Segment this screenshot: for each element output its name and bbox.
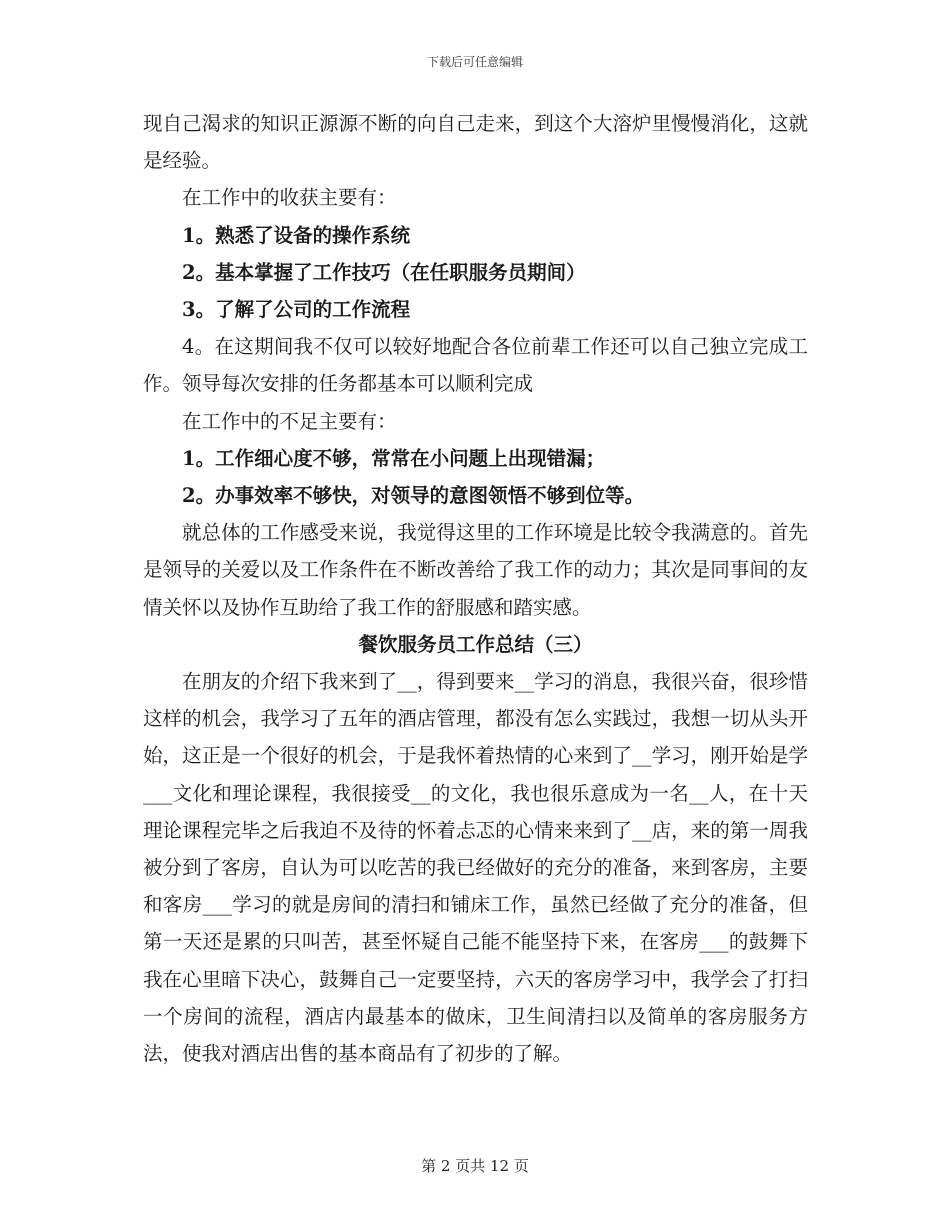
page-header: 下载后可任意编辑 (426, 55, 523, 69)
list-item: 3。了解了公司的工作流程 (182, 298, 411, 322)
list-item: 2。办事效率不够快，对领导的意图领悟不够到位等。 (182, 484, 645, 508)
paragraph: 在工作中的收获主要有： (182, 186, 397, 210)
list-item: 1。熟悉了设备的操作系统 (182, 223, 411, 247)
page-footer: 第 2 页共 12 页 (421, 1157, 529, 1175)
paragraph: 在工作中的不足主要有： (182, 409, 397, 433)
paragraph: 在朋友的介绍下我来到了__，得到要来__学习的消息，我很兴奋，很珍惜这样的机会，我学习了五年的酒店管理，都没有怎么实践过，我想一切从头开始，这正是一个很好的机会，于是我怀着热情的心来到了__学习，刚开始是学___文化和理论课程，我很接受__的文化，我也很乐意成为一名__人，在十天理论课程完毕之后我迫不及待的怀着忐忑的心情来来到了__店，来的第一周我被分到了客房，自认为可以吃苦的我已经做好的充分的准备，来到客房，主要和客房___学习的就是房间的清扫和铺床工作，虽然已经做了充分的准备，但第一天还是累的只叫苦，甚至怀疑自己能不能坚持下来，在客房___的鼓舞下我在心里暗下决心，鼓舞自己一定要坚持，六天的客房学习中，我学会了打扫一个房间的流程，酒店内最基本的做床，卫生间清扫以及简单的客房服务方法，使我对酒店出售的基本商品有了初步的了解。 (143, 670, 808, 1066)
paragraph: 4。在这期间我不仅可以较好地配合各位前辈工作还可以自己独立完成工作。领导每次安排的任务都基本可以顺利完成 (143, 335, 808, 396)
document-body (143, 105, 808, 1072)
paragraph: 就总体的工作感受来说，我觉得这里的工作环境是比较令我满意的。首先是领导的关爱以及工作条件在不断改善给了我工作的动力；其次是同事间的友情关怀以及协作互助给了我工作的舒服感和踏实感。 (143, 521, 808, 619)
section-title: 餐饮服务员工作总结（三） (358, 632, 593, 656)
list-item: 2。基本掌握了工作技巧（在任职服务员期间） (182, 260, 586, 284)
paragraph: 现自己渴求的知识正源源不断的向自己走来，到这个大溶炉里慢慢消化，这就是经验。 (143, 112, 808, 173)
list-item: 1。工作细心度不够，常常在小问题上出现错漏； (182, 446, 606, 470)
